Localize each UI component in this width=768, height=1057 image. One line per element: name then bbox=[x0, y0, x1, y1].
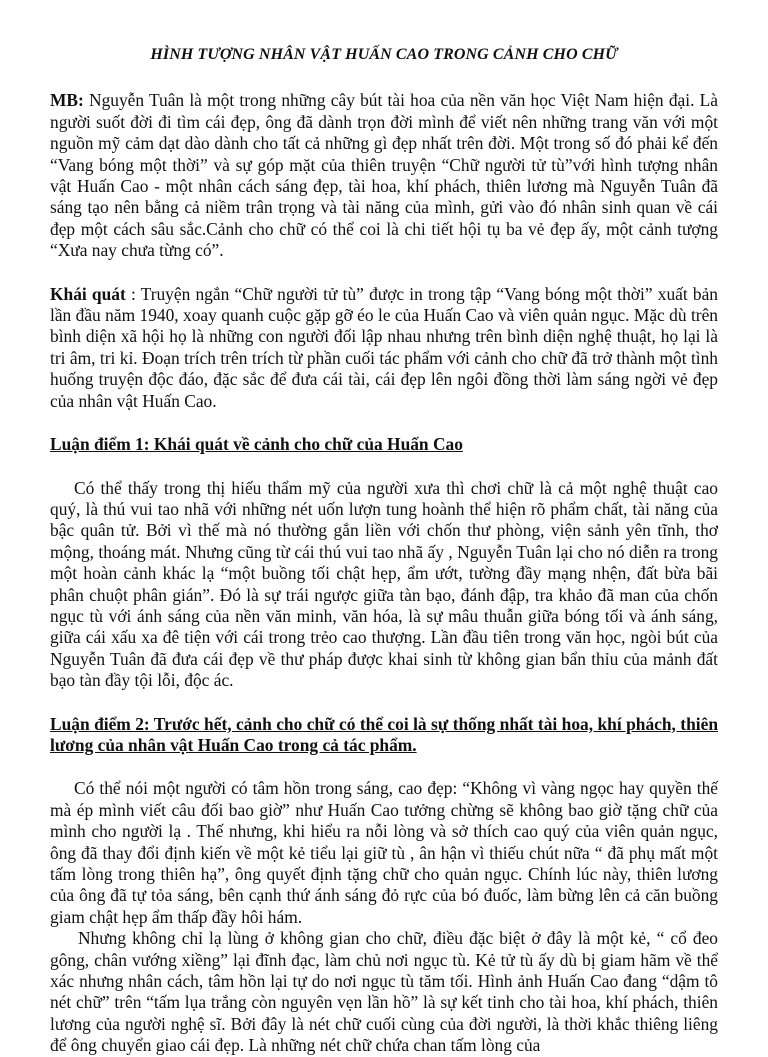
intro-label: MB: bbox=[50, 90, 84, 111]
point2-heading: Luận điểm 2: Trước hết, cảnh cho chữ có thể coi là sự thống nhất tài hoa, khí phách, thiên lương của nhân vật Huấn Cao trong cả tác phẩm. bbox=[50, 713, 718, 755]
document-title: HÌNH TƯỢNG NHÂN VẬT HUẤN CAO TRONG CẢNH CHO CHỮ bbox=[150, 46, 618, 63]
overview-label: Khái quát bbox=[50, 283, 126, 304]
intro-paragraph bbox=[50, 90, 718, 261]
overview-paragraph bbox=[50, 284, 718, 412]
point1-heading: Luận điểm 1: Khái quát về cảnh cho chữ của Huấn Cao bbox=[50, 434, 463, 455]
point2-paragraph-2: Nhưng không chỉ lạ lùng ở không gian cho chữ, điều đặc biệt ở đây là một kẻ, “ cổ đeo gông, chân vướng xiềng” lại đĩnh đạc, làm chủ nơi ngục tù. Kẻ tử tù ấy dù bị giam hãm về thể xác nhưng nhân cách, tâm hồn lại tự do nơi ngục tù tăm tối. Hình ảnh Huấn Cao đang “dậm tô nét chữ” trên “tấm lụa trắng còn nguyên vẹn lần hồ” là sự kết tinh cho tài hoa, khí phách, thiên lương của người nghệ sĩ. Bởi đây là nét chữ cuối cùng của đời người, là thời khắc thiêng liêng để ông chuyển giao cái đẹp. Là những nét chữ chứa chan tấm lòng của bbox=[50, 928, 718, 1056]
overview-text: : Truyện ngắn “Chữ người tử tù” được in trong tập “Vang bóng một thời” xuất bản lần đầu năm 1940, xoay quanh cuộc gặp gỡ éo le của Huấn Cao và viên quản ngục. Mặc dù trên bình diện xã hội họ là những con người đối lập nhau nhưng trên bình diện nghệ thuật, họ lại là tri âm, tri kỉ. Đoạn trích trên trích từ phần cuối tác phẩm với cảnh cho chữ đã trở thành một tình huống truyện độc đáo, đặc sắc để đưa cái tài, cái đẹp lên ngôi đồng thời làm sáng ngời vẻ đẹp của nhân vật Huấn Cao. bbox=[50, 283, 719, 411]
point1-paragraph: Có thể thấy trong thị hiếu thẩm mỹ của người xưa thì chơi chữ là cả một nghệ thuật cao quý, là thú vui tao nhã với những nét uốn lượn tung hoành thể hiện rõ phẩm chất, tài năng của bậc quân tử. Bởi vì thế mà nó thường gắn liền với chốn thư phòng, viện sảnh yên tĩnh, thơ mộng, thoáng mát. Nhưng cũng từ cái thú vui tao nhã ấy , Nguyễn Tuân lại cho nó diễn ra trong một hoàn cảnh khác lạ “một buồng tối chật hẹp, ẩm ướt, tường đầy mạng nhện, đất bừa bãi phân chuột phân gián”. Đó là sự trái ngược giữa tàn bạo, đánh đập, tra khảo đã man của chốn ngục tù với ánh sáng của nền văn minh, văn hóa, là sự mâu thuẫn giữa bóng tối và ánh sáng, giữa cái xấu xa đê tiện với cái trong trẻo cao thượng. Lần đầu tiên trong văn học, ngòi bút của Nguyễn Tuân đã đưa cái đẹp về thư pháp được khai sinh từ không gian bẩn thỉu của mảnh đất bạo tàn đầy tội lỗi, độc ác. bbox=[50, 477, 718, 691]
intro-text: Nguyễn Tuân là một trong những cây bút tài hoa của nền văn học Việt Nam hiện đại. Là người suốt đời đi tìm cái đẹp, ông đã dành trọn đời mình để viết nên những trang văn với một nguồn mỹ cảm dạt dào dành cho tất cả những gì đẹp nhất trên đời. Một trong số đó phải kể đến “Vang bóng một thời” và sự góp mặt của thiên truyện “Chữ người tử tù”với hình tượng nhân vật Huấn Cao - một nhân cách sáng đẹp, tài hoa, khí phách, thiên lương mà Nguyễn Tuân đã sáng tạo nên bằng cả niềm trân trọng và tài năng của mình, gửi vào đó nhân sinh quan về cái đẹp một cách sâu sắc.Cảnh cho chữ có thể coi là chi tiết hội tụ ba vẻ đẹp ấy, một cảnh tượng “Xưa nay chưa từng có”. bbox=[50, 90, 718, 261]
point2-paragraph-1: Có thể nói một người có tâm hồn trong sáng, cao đẹp: “Không vì vàng ngọc hay quyền thế mà ép mình viết câu đối bao giờ” như Huấn Cao tưởng chừng sẽ không bao giờ tặng chữ của mình cho người lạ . Thế nhưng, khi hiểu ra nỗi lòng và sở thích cao quý của viên quản ngục, ông đã thay đổi định kiến về một kẻ tiểu lại giữ tù , ân hận vì thiếu chút nữa “ đã phụ mất một tấm lòng trong thiên hạ”, ông quyết định tặng chữ cho quản ngục. Chính lúc này, thiên lương của ông đã tự tỏa sáng, bên cạnh thứ ánh sáng đỏ rực của bó đuốc, làm bừng lên cả căn buồng giam chật hẹp ẩm thấp đầy hôi hám. bbox=[50, 778, 718, 927]
